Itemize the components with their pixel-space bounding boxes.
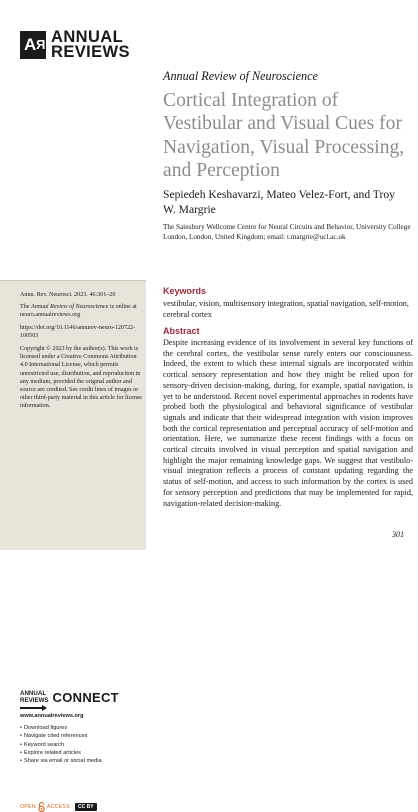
- list-item: • Navigate cited references: [20, 732, 142, 740]
- logo-mark-letter-r: R: [35, 37, 45, 52]
- author-affiliation: The Sainsbury Wellcome Centre for Neural Circuits and Behavior, University College London, London, United Kingdom; email: t.margrie@ucl.ac.uk: [163, 223, 411, 241]
- cc-by-license-icon[interactable]: CC BY: [75, 803, 97, 811]
- connect-arrow-icon: [20, 705, 142, 711]
- page-number: 301: [392, 530, 404, 539]
- online-journal-name: Annual Review of Neuroscience: [31, 304, 109, 310]
- online-prefix: The: [20, 304, 30, 310]
- abstract-body: Despite increasing evidence of its involvement in several key functions of the cerebral cortex, the vestibular sense rarely enters our consciousness. Indeed, the extent to which these internal signals are incorporated within cortical sensory representation and how they might be relied upon for sensory-driven decision-making, during, for example, spatial navigation, is yet to be understood. Recent novel experimental approaches in rodents have probed both the physiological and behavioral significance of vestibular signals and indicate that their widespread integration with vision improves both the cortical representation and perceptual accuracy of self-motion and orientation. Here, we summarize these recent findings with a focus on cortical circuits involved in visual perception and spatial navigation and highlight the major remaining knowledge gaps. We suggest that vestibulo-visual integration reflects a process of constant updating regarding the status of self-motion, and access to such information by the cortex is used for sensory perception and predictions that may be implemented for rapid, navigation-related decision-making.: [163, 338, 413, 508]
- connect-label-line-1: ANNUAL: [20, 690, 47, 697]
- logo-mark-icon: [20, 31, 46, 59]
- connect-header: [20, 691, 142, 704]
- open-access-left: OPEN: [20, 804, 36, 810]
- connect-url-link[interactable]: www.annualreviews.org: [20, 713, 84, 720]
- article-info-sidebar: [0, 280, 146, 810]
- list-item: • Keyword search: [20, 741, 142, 749]
- logo-wordmark: [51, 30, 130, 60]
- connect-label: [20, 691, 49, 704]
- logo-mark-letter-a: A: [24, 35, 37, 54]
- doi-link[interactable]: https://doi.org/10.1146/annurev-neuro-120722-100503: [20, 325, 136, 340]
- online-availability: [20, 303, 142, 319]
- connect-label-line-2: REVIEWS: [20, 696, 49, 704]
- article-title: Cortical Integration of Vestibular and Visual Cues for Navigation, Visual Processing, and Perception: [163, 90, 405, 182]
- author-list: Sepiedeh Keshavarzi, Mateo Velez-Fort, and Troy W. Margrie: [163, 188, 395, 217]
- connect-title: CONNECT: [52, 690, 119, 706]
- citation: Annu. Rev. Neurosci. 2023. 46:301–20: [20, 292, 116, 298]
- abstract-heading: Abstract: [163, 326, 200, 336]
- list-item: • Share via email or social media: [20, 757, 142, 765]
- online-suffix[interactable]: is online at neuro.annualreviews.org: [20, 304, 137, 319]
- list-item: • Download figures: [20, 724, 142, 732]
- open-access-badge: [20, 802, 97, 812]
- open-lock-icon: [38, 802, 45, 812]
- list-item: • Explore related articles: [20, 749, 142, 757]
- connect-box: [20, 691, 142, 765]
- open-access-right: ACCESS: [46, 804, 71, 810]
- connect-feature-list: [20, 724, 142, 765]
- keywords-heading: Keywords: [163, 286, 207, 296]
- logo-line-1: ANNUAL: [51, 28, 124, 46]
- journal-name: Annual Review of Neuroscience: [163, 69, 318, 83]
- keywords-list: vestibular, vision, multisensory integration, spatial navigation, self-motion, cerebral cortex: [163, 299, 409, 319]
- copyright-notice: Copyright © 2023 by the author(s). This work is licensed under a Creative Commons Attribution 4.0 International License, which permits unrestricted use, distribution, and reproduction in any medium, provided the original author and source are credited. See credit lines of images or other third-party material in this article for license information.: [20, 346, 142, 410]
- logo-line-2: REVIEWS: [51, 43, 130, 61]
- annual-reviews-logo: [20, 30, 130, 60]
